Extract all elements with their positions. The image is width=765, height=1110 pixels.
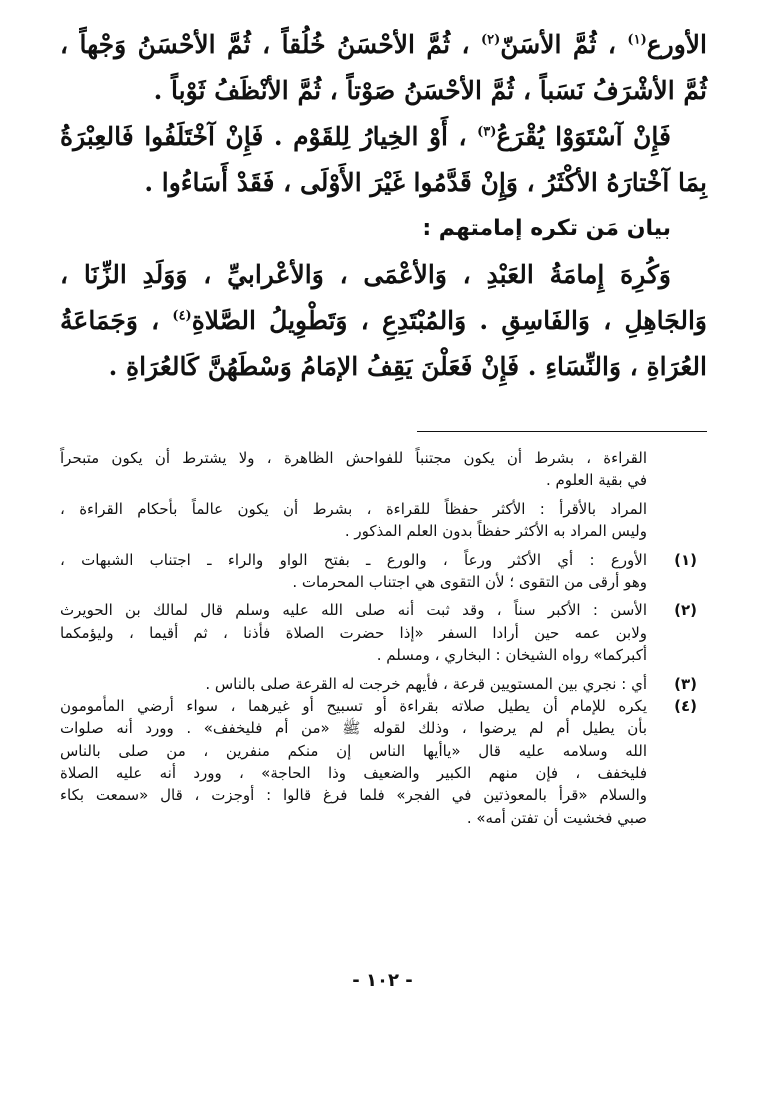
main-line: وَالجَاهِلِ ، وَالفَاسِقِ . وَالمُبْتَدِعِ ، وَتَطْوِيلُ الصَّلاةِ$^{(٤)}$ ، وَجَمَاعَةُ	[60, 306, 707, 335]
footnote-line: (١) الأورع : أي الأكثر ورعاً ، والورع ـ بفتح الواو والراء ـ اجتناب الشبهات ،	[60, 549, 707, 571]
footnote-line: بأن يطيل أم لم يرضوا ، وذلك لقوله ﷺ «من أم فليخفف» . وورد أنه صلوات	[60, 719, 647, 738]
footnote-ref: (٤)	[172, 308, 192, 324]
footnote-line: (٤) يكره للإمام أن يطيل صلاته بقراءة أو تسبيح أو غيرهما ، سواء أرضي المأمومون	[60, 695, 707, 717]
footnote-number: (١)	[674, 550, 697, 569]
footnote-line: ولابن عمه حين أرادا السفر «إذا حضرت الصلاة فأذنا ، ثم أقيما ، وليؤمكما	[60, 623, 647, 642]
footnote-line: (٢) الأسن : الأكبر سناً ، وقد ثبت أنه صلى الله عليه وسلم قال لمالك بن الحويرث	[60, 599, 707, 621]
footnote-line: الله وسلامه عليه قال «ياأيها الناس إن منكم منفرين ، من صلى بالناس	[60, 741, 647, 760]
footnote-line: أكبركما» رواه الشيخان : البخاري ، ومسلم .	[376, 646, 647, 665]
footnote-number: (٢)	[674, 601, 697, 620]
footnote-line: في بقية العلوم .	[545, 471, 647, 490]
main-line: وَكُرِهَ إِمامَةُ العَبْدِ ، وَالأعْمَى ، وَالأعْرابيِّ ، وَوَلَدِ الزِّنَا ،	[60, 260, 671, 289]
footnote-line: فليخفف ، فإن منهم الكبير والضعيف وذا الحاجة» ، وورد أنه عليه الصلاة	[60, 764, 647, 783]
page-number: - ١٠٢ -	[352, 970, 413, 991]
footnote-separator	[417, 431, 707, 432]
footnote-line: صبي فخشيت أن تفتن أمه» .	[466, 808, 647, 827]
footnote-line: (٣) أي : نجري بين المستويين قرعة ، فأيهم خرجت له القرعة صلى بالناس .	[60, 673, 707, 695]
main-line: فَإِنْ آسْتَوَوْا يُقْرَعُ$^{(٣)}$ ، أَوْ الخِيارُ لِلقَوْم . فَإِنْ آخْتَلَفُوا فَالعِبْرَةُ	[60, 122, 671, 151]
main-text	[60, 22, 707, 390]
section-heading: بيان مَن تكره إمامتهم :	[422, 216, 671, 241]
footnote-number: (٤)	[674, 696, 697, 715]
footnote-line: وليس المراد به الأكثر حفظاً بدون العلم المذكور .	[344, 522, 647, 541]
footnotes	[60, 447, 707, 829]
footnote-line: المراد بالأقرأ : الأكثر حفظاً للقراءة ، بشرط أن يكون عالماً بأحكام القراءة ،	[60, 499, 647, 518]
footnote-ref: (٣)	[477, 124, 497, 140]
footnote-number: (٣)	[674, 674, 697, 693]
main-line: الأورع$^{(١)}$ ، ثُمَّ الأسَنّ$^{(٢)}$ ، ثُمَّ الأحْسَنُ خُلُقاً ، ثُمَّ الأحْسَنُ وَجْهاً ،	[60, 30, 707, 59]
main-line: بِمَا آخْتارَهُ الأكْثَرُ ، وَإِنْ قَدَّمُوا غَيْرَ الأَوْلَى ، فَقَدْ أَسَاءُوا .	[144, 168, 707, 197]
footnote-ref: (١)	[627, 32, 647, 48]
main-line: ثُمَّ الأشْرَفُ نَسَباً ، ثُمَّ الأحْسَنُ صَوْتاً ، ثُمَّ الأنْظَفُ ثَوْباً .	[153, 76, 707, 105]
footnote-line: والسلام «قرأ بالمعوذتين في الفجر» فلما فرغ قالوا : أوجزت ، قال «سمعت بكاء	[60, 786, 647, 805]
footnote-line: وهو أرقى من التقوى ؛ لأن التقوى هي اجتناب المحرمات .	[292, 572, 647, 591]
footnote-line: القراءة ، بشرط أن يكون مجتنباً للفواحش الظاهرة ، ولا يشترط أن يكون متبحراً	[60, 449, 647, 467]
main-line: العُرَاةِ ، وَالنِّسَاءِ . فَإِنْ فَعَلْنَ يَقِفُ الإمَامُ وَسْطَهُنَّ كَالعُرَاةِ .	[108, 352, 707, 381]
footnote-ref: (٢)	[480, 32, 501, 48]
